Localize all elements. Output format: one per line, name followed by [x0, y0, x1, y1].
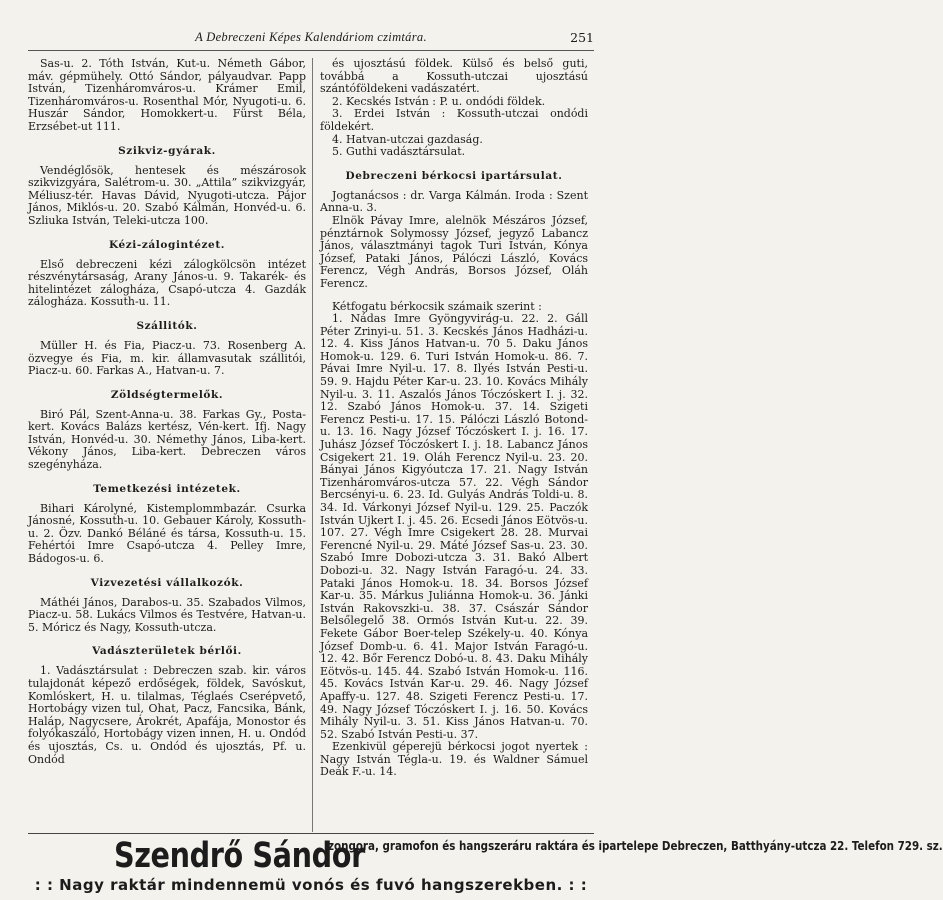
paragraph: Biró Pál, Szent-Anna-u. 38. Farkas Gy., Posta-kert. Kovács Balázs kertész, Vén-kert. Ifj. Nagy István, Honvéd-u. 30. Némethy János, Liba-kert. Vékony János, Liba-kert. Debreczen város szegényháza.	[28, 407, 306, 472]
section-heading: Debreczeni bérkocsi ipartársulat.	[345, 169, 563, 182]
paragraph: Ezenkivül géperejü bérkocsi jogot nyertek : Nagy István Tégla-u. 19. és Waldner Sámuel Deák F.-u. 14.	[320, 740, 588, 779]
page-header	[28, 28, 594, 51]
paragraph: Kétfogatu bérkocsik számaik szerint :	[332, 299, 542, 313]
paragraph: Máthéi János, Darabos-u. 35. Szabados Vilmos, Piacz-u. 58. Lukács Vilmos és Testvére, Hatvan-u. 5. Móricz és Nagy, Kossuth-utcza.	[28, 595, 306, 634]
spacer	[320, 291, 588, 301]
advertisement-rule	[28, 833, 594, 834]
paragraph: Müller H. és Fia, Piacz-u. 73. Rosenberg A. özvegye és Fia, m. kir. államvasutak szállitói, Piacz-u. 60. Farkas A., Hatvan-u. 7.	[28, 338, 306, 378]
advertisement-tagline: : : Nagy raktár mindennemü vonós és fuvó hangszerekben. : :	[34, 876, 588, 894]
paragraph: 1. Vadásztársulat : Debreczen szab. kir. város tulajdonát képező erdőségek, földek, Savóskut, Komlóskert, H. u. tilalmas, Téglaés Cserépvető, Hortobágy vizen tul, Ohat, Pacz, Fancsika, Bánk, Haláp, Nagycsere, Árokrét, Apafája, Monostor és folyókaszáló, Hortobágy vizen innen, H. u. Ondód és ujosztás, Cs. u. Ondód és ujosztás, Pf. u. Ondód	[28, 664, 306, 766]
section-heading: Vizvezetési vállalkozók.	[90, 576, 244, 589]
paragraph: Bihari Károlyné, Kistemplommbazár. Csurka Jánosné, Kossuth-u. 10. Gebauer Károly, Kossuth-u. 2. Özv. Dankó Béláné és társa, Kossuth-u. 15. Fehértói Imre Csapó-utcza 4. Pelley Imre, Bádogos-u. 6.	[28, 501, 306, 566]
paragraph: Jogtanácsos : dr. Varga Kálmán. Iroda : Szent Anna-u. 3.	[320, 188, 588, 215]
advertisement-description: zongora, gramofon és hangszeráru raktára és ipartelepe Debreczen, Batthyány-utcza 22. Telefon 729. sz.	[328, 839, 943, 853]
paragraph: Első debreczeni kézi zálogkölcsön intézet részvénytársaság, Arany János-u. 9. Takarék- és hitelintézet zálogháza, Csapó-utcza 4. Gazdák zálogháza. Kossuth-u. 11.	[28, 257, 306, 309]
advertiser-name: Szendrő Sándor	[114, 836, 365, 876]
section-heading: Szikviz-gyárak.	[118, 144, 216, 157]
column-divider	[312, 58, 313, 832]
paragraph: 3. Erdei István : Kossuth-utczai ondódi földekért.	[320, 107, 588, 133]
advertisement	[28, 836, 943, 876]
paragraph: Vendéglősök, hentesek és mészárosok szikvizgyára, Salétrom-u. 30. „Attila” szikvizgyár, Méliusz-tér. Havas Dávid, Nyugoti-utcza. Pájor János, Miklós-u. 20. Szabó Kálmán, Honvéd-u. 6. Szliuka István, Teleki-utcza 100.	[28, 163, 306, 227]
paragraph: és ujosztású földek. Külső és belső guti, továbbá a Kossuth-utczai ujosztású szántóföldekeni vadászatért.	[320, 57, 588, 96]
paragraph: Sas-u. 2. Tóth István, Kut-u. Németh Gábor, máv. gépmühely. Ottó Sándor, pályaudvar. Papp István, Tizenháromváros-u. Krámer Emil, Tizenháromváros-u. Rosenthal Mór, Nyugoti-u. 6. Huszár Sándor, Homokkert-u. Fürst Béla, Erzsébet-ut 111.	[28, 57, 306, 133]
left-column	[28, 58, 306, 766]
paragraph: 5. Guthi vadásztársulat.	[332, 145, 466, 159]
section-heading: Zöldségtermelők.	[110, 388, 224, 401]
paragraph: Elnök Pávay Imre, alelnök Mészáros József, pénztárnok Solymossy József, jegyző Labancz János, választmányi tagok Turi István, Kónya József, Pataki János, Pálóczi László, Kovács Ferencz, Végh András, Borsos József, Oláh Ferencz.	[320, 213, 588, 290]
section-heading: Vadászterületek bérlői.	[92, 645, 242, 658]
section-heading: Temetkezési intézetek.	[93, 482, 241, 495]
paragraph: 1. Nádas Imre Gyöngyvirág-u. 22. 2. Gáll Péter Zrinyi-u. 51. 3. Kecskés János Hadházi-u. 12. 4. Kiss János Hatvan-u. 70 5. Daku János Homok-u. 129. 6. Turi István Homok-u. 86. 7. Pávai Imre Nyil-u. 17. 8. Ilyés István Pesti-u. 59. 9. Hajdu Péter Kar-u. 23. 10. Kovács Mihály Nyil-u. 3. 11. Aszalós János Tóczóskert I. j. 32. 12. Szabó János Homok-u. 37. 14. Szigeti Ferencz Pesti-u. 17. 15. Pálóczi László Botond-u. 13. 16. Nagy József Tóczóskert I. j. 16. 17. Juhász József Tóczóskert I. j. 18. Labancz János Csigekert 21. 19. Oláh Ferencz Nyil-u. 23. 20. Bányai János Kigyóutcza 17. 21. Nagy István Tizenháromváros-utcza 57. 22. Végh Sándor Bercsényi-u. 6. 23. Id. Gulyás András Toldi-u. 8. 34. Id. Várkonyi József Nyil-u. 129. 25. Paczók István Ujkert I. j. 45. 26. Ecsedi János Eötvös-u. 107. 27. Végh Imre Csigekert 28. 28. Murvai Ferencné Nyil-u. 29. Máté József Sas-u. 23. 30. Szabó Imre Dobozi-utcza 3. 31. Bakó Albert Dobozi-u. 32. Nagy István Faragó-u. 24. 33. Pataki János Homok-u. 18. 34. Borsos József Kar-u. 35. Márkus Juliánna Homok-u. 36. Jánki István Rakovszki-u. 38. 37. Császár Sándor Belsőlegelő 38. Ormós István Kut-u. 22. 39. Fekete Gábor Boer-telep Székely-u. 40. Kónya József Domb-u. 6. 41. Major István Faragó-u. 12. 42. Bőr Ferencz Dobó-u. 8. 43. Daku Mihály Eötvös-u. 145. 44. Szabó István Homok-u. 116. 45. Kovács István Kar-u. 29. 46. Nagy József Apaffy-u. 127. 48. Szigeti Ferencz Pesti-u. 17. 49. Nagy József Tóczóskert I. j. 16. 50. Kovács Mihály Nyil-u. 3. 51. Kiss János Hatvan-u. 70. 52. Szabó István Pesti-u. 37.	[320, 312, 588, 741]
running-title: A Debreczeni Képes Kalendáriom czimtára.	[195, 30, 427, 44]
section-heading: Szállitók.	[136, 319, 198, 332]
section-heading: Kézi-zálogintézet.	[108, 238, 226, 251]
right-column	[320, 58, 588, 779]
paragraph: 4. Hatvan-utczai gazdaság.	[332, 132, 483, 146]
paragraph: 2. Kecskés István : P. u. ondódi földek.	[332, 94, 546, 108]
page-number: 251	[570, 30, 594, 45]
